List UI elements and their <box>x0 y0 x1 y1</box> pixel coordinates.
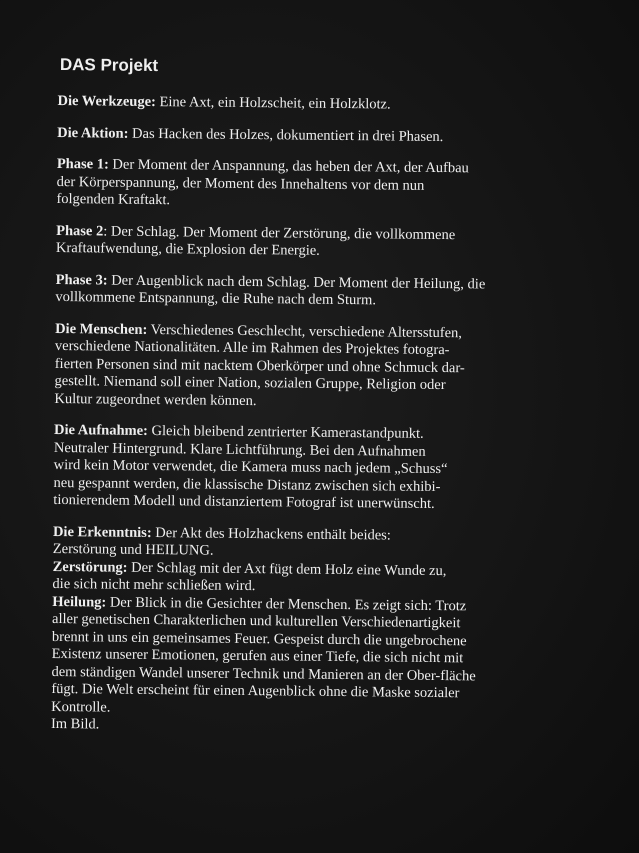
text-line: fügt. Die Welt erscheint für einen Augenblick ohne die Maske sozialer <box>51 680 460 702</box>
text-line: die sich nicht mehr schließen wird. <box>52 575 256 595</box>
paragraph-heilung <box>51 593 572 738</box>
page-title: DAS Projekt <box>59 55 159 76</box>
paragraph-erkenntnis <box>53 523 573 563</box>
paragraph-phase-1 <box>56 156 577 214</box>
text-line: Zerstörung und HEILUNG. <box>52 540 214 559</box>
paragraph-label: Die Aktion: <box>57 124 129 142</box>
paragraph-text: Eine Axt, ein Holzscheit, ein Holzklotz. <box>155 94 391 113</box>
text-line: neu gespannt werden, die klassische Distanz zwischen sich exhibi- <box>53 474 441 495</box>
paragraph-text: Der Akt des Holzhackens enthält beides: <box>151 524 391 544</box>
paragraph-aktion <box>57 124 577 147</box>
paragraph-label: Die Aufnahme: <box>53 421 149 439</box>
paragraph-label: Zerstörung: <box>52 558 128 576</box>
text-line: verschiedene Nationalitäten. Alle im Rahmen des Projektes fotogra- <box>54 337 450 359</box>
text-line <box>57 124 577 147</box>
text-line: der Körperspannung, der Moment des Innehaltens vor dem nun <box>56 173 425 194</box>
paragraph-text: : Der Schlag. Der Moment der Zerstörung, die vollkommene <box>103 222 456 243</box>
paragraph-label: Phase 2 <box>56 222 104 239</box>
text-line: dem ständigen Wandel unserer Technik und Manieren an der Ober-fläche <box>51 663 476 684</box>
paragraph-menschen <box>54 320 575 413</box>
text-line: aller genetischen Charakterlichen und kulturellen Verschiedenartigkeit <box>52 610 461 632</box>
paragraph-aufnahme <box>53 422 574 515</box>
text-line: Im Bild. <box>50 715 100 733</box>
text-line: gestellt. Niemand soll einer Nation, sozialen Gruppe, Religion oder <box>54 372 446 394</box>
paragraph-zerstoerung <box>52 558 572 598</box>
paragraph-label: Die Erkenntnis: <box>52 523 152 541</box>
paragraph-text: Der Blick in die Gesichter der Menschen. Es zeigt sich: Trotz <box>106 594 467 614</box>
text-line: Neutraler Hintergrund. Klare Lichtführung. Bei den Aufnahmen <box>53 439 426 460</box>
paragraph-phase-3 <box>55 271 575 311</box>
paragraph-text: Das Hacken des Holzes, dokumentiert in drei Phasen. <box>128 125 444 145</box>
paragraph-label: Die Menschen: <box>55 320 148 338</box>
text-line: Kultur zugeordnet werden können. <box>54 390 257 409</box>
text-line: folgenden Kraftakt. <box>56 190 171 209</box>
text-line: tionierendem Modell und distanziertem Fotograf ist unerwünscht. <box>53 491 435 512</box>
paragraph-label: Phase 3: <box>55 271 108 289</box>
text-line: Existenz unserer Emotionen, gerufen aus einer Tiefe, die sich nicht mit <box>51 645 464 667</box>
text-line: brennt in uns ein gemeinsames Feuer. Gespeist durch die ungebrochene <box>51 628 467 649</box>
paragraph-text: Verschiedenes Geschlecht, verschiedene Altersstufen, <box>147 321 463 341</box>
paragraph-werkzeuge <box>57 93 577 116</box>
text-line: Kontrolle. <box>51 698 111 716</box>
paragraph-text: Gleich bleibend zentrierter Kamerastandpunkt. <box>147 422 424 442</box>
text-line: Kraftaufwendung, die Explosion der Energie. <box>55 239 320 259</box>
text-line: vollkommene Entspannung, die Ruhe nach dem Sturm. <box>55 288 377 309</box>
paragraph-text: Der Schlag mit der Axt fügt dem Holz eine Wunde zu, <box>127 559 447 579</box>
paragraph-text: Der Augenblick nach dem Schlag. Der Moment der Heilung, die <box>107 272 486 292</box>
page-text <box>51 55 578 739</box>
paragraph-label: Phase 1: <box>56 155 109 173</box>
paragraph-text: Der Moment der Anspannung, das heben der Axt, der Aufbau <box>108 156 469 177</box>
paragraph-label: Die Werkzeuge: <box>57 92 156 111</box>
text-line <box>57 93 577 116</box>
text-line: fierten Personen sind mit nacktem Oberkörper und ohne Schmuck dar- <box>54 355 465 376</box>
paragraph-label: Heilung: <box>52 593 107 611</box>
text-line: wird kein Motor verwendet, die Kamera muss nach jedem „Schuss“ <box>53 456 448 478</box>
paragraph-phase-2 <box>56 222 576 262</box>
